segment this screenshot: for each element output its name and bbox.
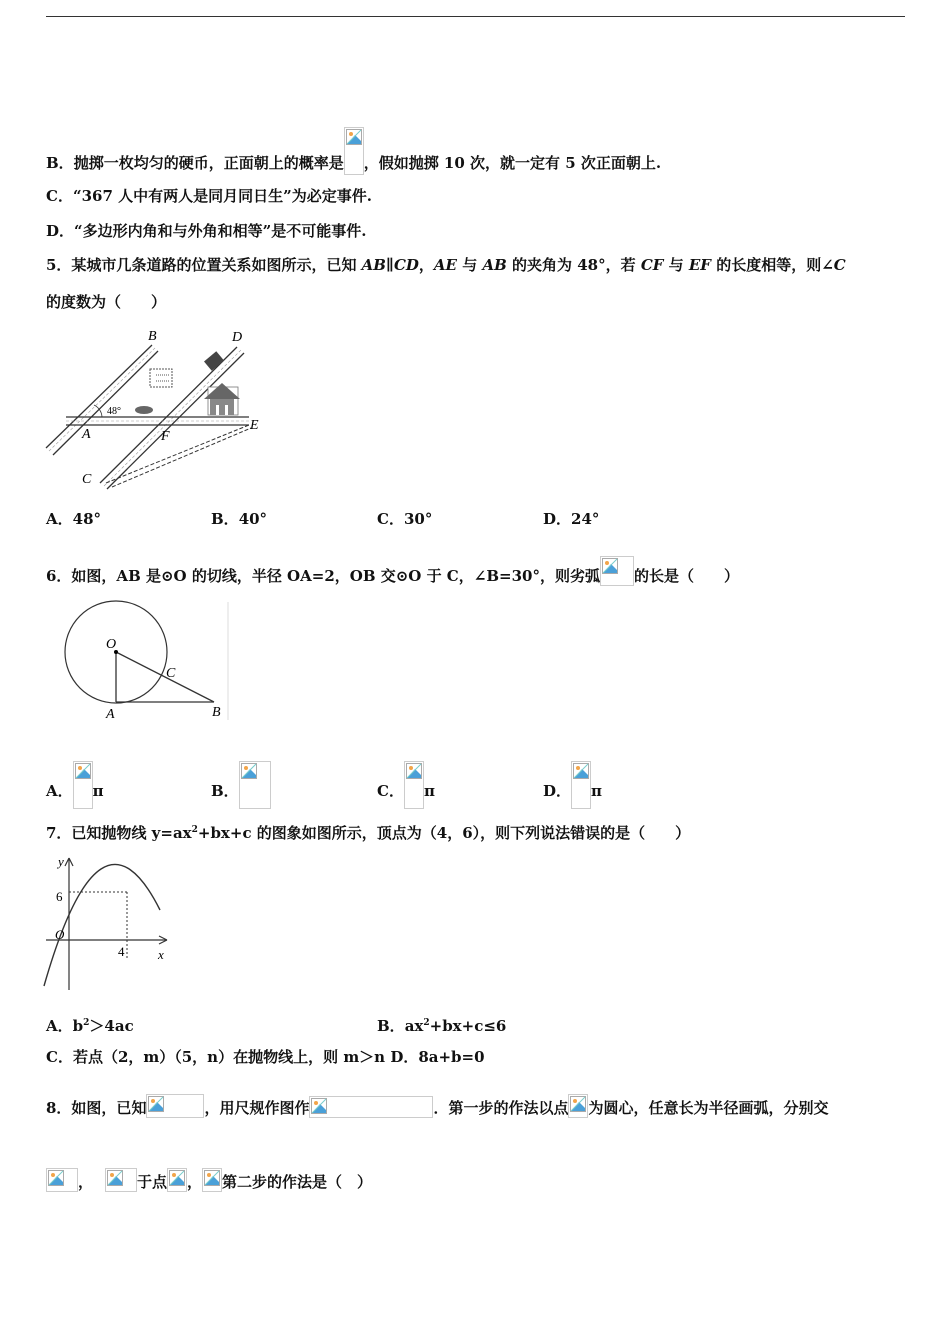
q6-option-d: D． π	[543, 761, 602, 801]
label-a: A	[106, 707, 115, 722]
broken-image-icon	[202, 1168, 222, 1192]
option-label: C．	[46, 187, 73, 205]
q7-option-b: B．$ax^2+bx+c\le 6$	[377, 1017, 507, 1035]
option-text: “367 人中有两人是同月同日生”为必定事件.	[72, 187, 372, 205]
option-text-cont: ，假如抛掷 10 次，就一定有 5 次正面朝上.	[363, 154, 662, 172]
q6-option-b: B．	[211, 761, 271, 801]
q6-option-a: A． π	[46, 761, 104, 801]
broken-image-icon	[239, 761, 271, 809]
broken-image-icon	[571, 761, 591, 809]
axis-y-label: y	[58, 854, 64, 869]
broken-image-icon	[344, 127, 364, 175]
q7-option-a: A．$b^2>4ac$	[46, 1017, 134, 1035]
q8-stem-line1: 8．如图，已知 ，用尺规作图作 ．第一步的作法以点 为圆心，任意长为半径画弧，分别交	[46, 1094, 829, 1118]
q6-circle-figure	[62, 600, 232, 722]
option-text: 抛掷一枚均匀的硬币，正面朝上的概率是	[73, 154, 344, 172]
broken-image-icon	[309, 1096, 433, 1118]
broken-image-icon	[105, 1168, 137, 1192]
q7-option-cd: C．若点（2，m）（5，n）在抛物线上，则 m＞n D．8a+b=0	[46, 1048, 485, 1066]
label-c: C	[82, 472, 92, 487]
label-e: E	[250, 418, 259, 433]
option-label: D．	[46, 222, 75, 240]
label-b: B	[212, 705, 221, 720]
q7-stem: 7．已知抛物线 $y=ax^2+bx+c$ 的图象如图所示，顶点为（4，6），则下列说法错误的是（ ）	[46, 824, 691, 842]
q5-stem-line2: 的度数为（ ）	[46, 293, 167, 311]
broken-image-icon	[46, 1168, 78, 1192]
broken-image-icon	[404, 761, 424, 809]
q4-option-d	[46, 221, 367, 241]
q5-roads-figure	[44, 325, 274, 490]
axis-x-label: x	[158, 947, 164, 962]
origin-label: O	[55, 927, 65, 942]
q5-option-b: B．40°	[211, 510, 268, 528]
q6-option-c: C． π	[377, 761, 435, 801]
option-label: B．	[46, 154, 74, 172]
q7-parabola-figure	[42, 852, 177, 994]
broken-image-icon	[73, 761, 93, 809]
q4-option-c	[46, 186, 372, 206]
angle-label: 48°	[107, 406, 121, 417]
header-rule	[46, 16, 905, 17]
tick-4: 4	[118, 944, 125, 959]
q5-option-a: A．48°	[46, 510, 102, 528]
broken-image-icon	[167, 1168, 187, 1192]
label-c: C	[166, 666, 176, 681]
broken-image-icon	[600, 556, 634, 586]
label-d: D	[232, 330, 243, 345]
q5-stem-line1: 5．某城市几条道路的位置关系如图所示，已知 AB∥CD，AE 与 AB 的夹角为 48°，若 CF 与 EF 的长度相等，则∠C	[46, 256, 846, 274]
broken-image-icon	[146, 1094, 204, 1118]
broken-image-icon	[568, 1094, 588, 1118]
option-text: “多边形内角和与外角和相等”是不可能事件.	[74, 222, 367, 240]
label-b: B	[148, 329, 157, 344]
label-a: A	[82, 427, 91, 442]
label-f: F	[161, 429, 170, 444]
tick-6: 6	[56, 889, 63, 904]
q4-option-b	[46, 127, 661, 173]
q5-option-c: C．30°	[377, 510, 433, 528]
q8-stem-line2: ， 于点 ， 第二步的作法是（ ）	[46, 1168, 372, 1192]
label-o: O	[106, 637, 117, 652]
q6-stem: 6．如图，AB 是⊙O 的切线，半径 OA=2，OB 交⊙O 于 C，∠B=30°，则劣弧 的长是（ ）	[46, 556, 739, 586]
q5-option-d: D．24°	[543, 510, 600, 528]
